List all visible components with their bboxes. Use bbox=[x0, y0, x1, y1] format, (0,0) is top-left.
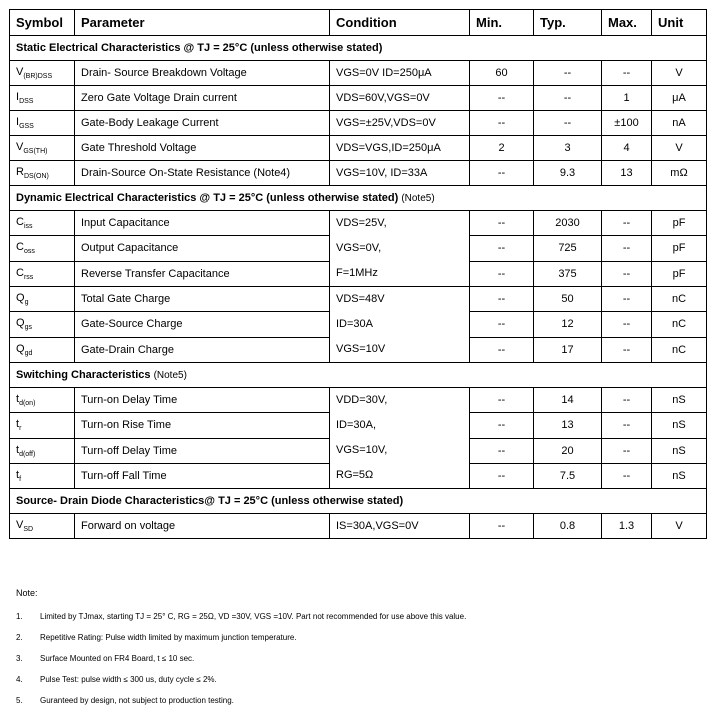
min-cell: -- bbox=[470, 312, 534, 337]
typ-cell: 0.8 bbox=[534, 514, 602, 539]
section-row bbox=[10, 36, 707, 61]
condition-cell: VGS=0V ID=250μA bbox=[330, 61, 470, 86]
max-cell: 1 bbox=[602, 86, 652, 111]
typ-cell: -- bbox=[534, 111, 602, 136]
unit-cell: V bbox=[652, 136, 707, 161]
header-unit: Unit bbox=[652, 10, 707, 36]
symbol-subscript: rss bbox=[23, 273, 34, 281]
min-cell: -- bbox=[470, 463, 534, 488]
electrical-characteristics-table bbox=[9, 9, 707, 539]
table-row bbox=[10, 136, 707, 161]
typ-cell: 17 bbox=[534, 337, 602, 362]
table-row bbox=[10, 287, 707, 312]
unit-cell: pF bbox=[652, 261, 707, 286]
unit-cell: pF bbox=[652, 211, 707, 236]
typ-cell: 2030 bbox=[534, 211, 602, 236]
header-typ: Typ. bbox=[534, 10, 602, 36]
symbol-subscript: gs bbox=[24, 324, 32, 332]
max-cell: ±100 bbox=[602, 111, 652, 136]
condition-line: F=1MHz bbox=[336, 267, 378, 279]
condition-cell: VDS=VGS,ID=250μA bbox=[330, 136, 470, 161]
symbol-cell: $C_{oss}$ bbox=[10, 236, 75, 261]
note-item bbox=[16, 675, 217, 696]
max-cell: -- bbox=[602, 211, 652, 236]
condition-line: ID=30A, bbox=[336, 419, 377, 431]
symbol-cell: $V_{GS(TH)}$ bbox=[10, 136, 75, 161]
symbol-subscript: r bbox=[19, 425, 22, 433]
table-row bbox=[10, 161, 707, 186]
typ-cell: -- bbox=[534, 61, 602, 86]
header-row bbox=[10, 10, 707, 36]
notes-list bbox=[16, 612, 467, 717]
note-item bbox=[16, 633, 297, 654]
note-number: 3. bbox=[16, 654, 23, 663]
symbol-subscript: g bbox=[24, 299, 29, 307]
min-cell: -- bbox=[470, 388, 534, 413]
section-row bbox=[10, 363, 707, 388]
symbol-subscript: d(off) bbox=[19, 450, 36, 458]
unit-cell: nS bbox=[652, 463, 707, 488]
symbol-cell: $V_{(BR)DSS}$ bbox=[10, 61, 75, 86]
unit-cell: μA bbox=[652, 86, 707, 111]
section-row bbox=[10, 186, 707, 211]
unit-cell: nA bbox=[652, 111, 707, 136]
section-title-text: Switching Characteristics bbox=[16, 369, 151, 381]
table-row bbox=[10, 61, 707, 86]
note-number: 5. bbox=[16, 696, 23, 705]
header-condition: Condition bbox=[330, 10, 470, 36]
parameter-cell: Forward on voltage bbox=[75, 514, 330, 539]
header-parameter: Parameter bbox=[75, 10, 330, 36]
symbol-cell: $Q_{gs}$ bbox=[10, 312, 75, 337]
typ-cell: 14 bbox=[534, 388, 602, 413]
min-cell: -- bbox=[470, 438, 534, 463]
notes-title: Note: bbox=[16, 588, 38, 598]
section-dynamic-title bbox=[10, 186, 707, 211]
symbol-cell: $t_f$ bbox=[10, 463, 75, 488]
typ-cell: 13 bbox=[534, 413, 602, 438]
condition-line: VGS=0V, bbox=[336, 242, 382, 254]
symbol-subscript: DS(ON) bbox=[23, 173, 49, 180]
parameter-cell: Gate-Body Leakage Current bbox=[75, 111, 330, 136]
typ-cell: 20 bbox=[534, 438, 602, 463]
parameter-cell: Turn-off Fall Time bbox=[75, 463, 330, 488]
condition-line: ID=30A bbox=[336, 318, 373, 330]
unit-cell: V bbox=[652, 514, 707, 539]
section-note: (Note5) bbox=[153, 370, 187, 381]
max-cell: -- bbox=[602, 287, 652, 312]
symbol-cell: $Q_g$ bbox=[10, 287, 75, 312]
header-max: Max. bbox=[602, 10, 652, 36]
note-text: Surface Mounted on FR4 Board, t ≤ 10 sec. bbox=[40, 654, 195, 663]
table-row bbox=[10, 514, 707, 539]
symbol-subscript: oss bbox=[23, 248, 35, 256]
symbol-subscript: d(on) bbox=[19, 400, 36, 408]
min-cell: -- bbox=[470, 161, 534, 186]
typ-cell: 12 bbox=[534, 312, 602, 337]
parameter-cell: Gate Threshold Voltage bbox=[75, 136, 330, 161]
max-cell: -- bbox=[602, 388, 652, 413]
typ-cell: 50 bbox=[534, 287, 602, 312]
symbol-cell: $I_{GSS}$ bbox=[10, 111, 75, 136]
unit-cell: pF bbox=[652, 236, 707, 261]
min-cell: -- bbox=[470, 413, 534, 438]
symbol-subscript: gd bbox=[24, 349, 33, 357]
min-cell: -- bbox=[470, 287, 534, 312]
symbol-subscript: GS(TH) bbox=[23, 148, 48, 155]
unit-cell: V bbox=[652, 61, 707, 86]
symbol-subscript: (BR)DSS bbox=[23, 73, 53, 80]
typ-cell: 9.3 bbox=[534, 161, 602, 186]
parameter-cell: Drain-Source On-State Resistance (Note4) bbox=[75, 161, 330, 186]
min-cell: -- bbox=[470, 337, 534, 362]
max-cell: 1.3 bbox=[602, 514, 652, 539]
min-cell: -- bbox=[470, 211, 534, 236]
condition-cell bbox=[330, 388, 470, 489]
note-number: 4. bbox=[16, 675, 23, 684]
section-title-text: Dynamic Electrical Characteristics @ TJ = 25°C (unless otherwise stated) bbox=[16, 192, 399, 204]
parameter-cell: Turn-on Delay Time bbox=[75, 388, 330, 413]
parameter-cell: Gate-Drain Charge bbox=[75, 337, 330, 362]
symbol-subscript: SD bbox=[23, 526, 34, 533]
unit-cell: nC bbox=[652, 337, 707, 362]
symbol-cell: $R_{DS(ON)}$ bbox=[10, 161, 75, 186]
min-cell: 2 bbox=[470, 136, 534, 161]
table-row bbox=[10, 111, 707, 136]
min-cell: -- bbox=[470, 86, 534, 111]
condition-line: VDD=30V, bbox=[336, 394, 388, 406]
section-row bbox=[10, 489, 707, 514]
unit-cell: nC bbox=[652, 312, 707, 337]
typ-cell: -- bbox=[534, 86, 602, 111]
unit-cell: nS bbox=[652, 438, 707, 463]
condition-cell: IS=30A,VGS=0V bbox=[330, 514, 470, 539]
note-number: 2. bbox=[16, 633, 23, 642]
max-cell: 4 bbox=[602, 136, 652, 161]
min-cell: -- bbox=[470, 514, 534, 539]
max-cell: -- bbox=[602, 413, 652, 438]
max-cell: -- bbox=[602, 261, 652, 286]
symbol-cell: $C_{iss}$ bbox=[10, 211, 75, 236]
typ-cell: 7.5 bbox=[534, 463, 602, 488]
min-cell: -- bbox=[470, 236, 534, 261]
table-row bbox=[10, 388, 707, 413]
symbol-cell: $t_{d(off)}$ bbox=[10, 438, 75, 463]
section-static-title: Static Electrical Characteristics @ TJ = 25°C (unless otherwise stated) bbox=[10, 36, 707, 61]
condition-line: VGS=10V, bbox=[336, 444, 388, 456]
parameter-cell: Output Capacitance bbox=[75, 236, 330, 261]
table-row bbox=[10, 86, 707, 111]
parameter-cell: Drain- Source Breakdown Voltage bbox=[75, 61, 330, 86]
max-cell: -- bbox=[602, 463, 652, 488]
note-text: Limited by TJmax, starting TJ = 25° C, RG = 25Ω, VD =30V, VGS =10V. Part not recommended for use above this value. bbox=[40, 612, 467, 621]
header-min: Min. bbox=[470, 10, 534, 36]
section-diode-title: Source- Drain Diode Characteristics@ TJ = 25°C (unless otherwise stated) bbox=[10, 489, 707, 514]
condition-cell: VGS=±25V,VDS=0V bbox=[330, 111, 470, 136]
symbol-subscript: GSS bbox=[19, 123, 34, 130]
min-cell: -- bbox=[470, 111, 534, 136]
note-text: Repetitive Rating: Pulse width limited by maximum junction temperature. bbox=[40, 633, 297, 642]
symbol-cell: $I_{DSS}$ bbox=[10, 86, 75, 111]
notes-block bbox=[16, 588, 467, 717]
section-note: (Note5) bbox=[401, 193, 435, 204]
condition-line: VGS=10V bbox=[336, 343, 386, 355]
parameter-cell: Turn-off Delay Time bbox=[75, 438, 330, 463]
section-switching-title bbox=[10, 363, 707, 388]
symbol-cell: $C_{rss}$ bbox=[10, 261, 75, 286]
condition-cell bbox=[330, 211, 470, 287]
symbol-cell: $V_{SD}$ bbox=[10, 514, 75, 539]
note-text: Guranteed by design, not subject to production testing. bbox=[40, 696, 234, 705]
max-cell: -- bbox=[602, 312, 652, 337]
condition-line: VDS=25V, bbox=[336, 217, 387, 229]
max-cell: 13 bbox=[602, 161, 652, 186]
min-cell: 60 bbox=[470, 61, 534, 86]
min-cell: -- bbox=[470, 261, 534, 286]
parameter-cell: Input Capacitance bbox=[75, 211, 330, 236]
unit-cell: nC bbox=[652, 287, 707, 312]
parameter-cell: Turn-on Rise Time bbox=[75, 413, 330, 438]
condition-cell: VGS=10V, ID=33A bbox=[330, 161, 470, 186]
typ-cell: 375 bbox=[534, 261, 602, 286]
parameter-cell: Reverse Transfer Capacitance bbox=[75, 261, 330, 286]
note-item bbox=[16, 654, 195, 675]
condition-cell: VDS=60V,VGS=0V bbox=[330, 86, 470, 111]
condition-line: RG=5Ω bbox=[336, 469, 374, 481]
unit-cell: nS bbox=[652, 388, 707, 413]
symbol-subscript: iss bbox=[23, 223, 33, 231]
table-row bbox=[10, 211, 707, 236]
unit-cell: mΩ bbox=[652, 161, 707, 186]
parameter-cell: Total Gate Charge bbox=[75, 287, 330, 312]
condition-cell bbox=[330, 287, 470, 363]
note-item bbox=[16, 612, 467, 633]
symbol-cell: $t_{d(on)}$ bbox=[10, 388, 75, 413]
symbol-subscript: DSS bbox=[19, 98, 34, 105]
unit-cell: nS bbox=[652, 413, 707, 438]
header-symbol: Symbol bbox=[10, 10, 75, 36]
note-text: Pulse Test: pulse width ≤ 300 us, duty cycle ≤ 2%. bbox=[40, 675, 217, 684]
note-number: 1. bbox=[16, 612, 23, 621]
typ-cell: 3 bbox=[534, 136, 602, 161]
max-cell: -- bbox=[602, 337, 652, 362]
typ-cell: 725 bbox=[534, 236, 602, 261]
parameter-cell: Gate-Source Charge bbox=[75, 312, 330, 337]
max-cell: -- bbox=[602, 438, 652, 463]
symbol-cell: $t_r$ bbox=[10, 413, 75, 438]
symbol-cell: $Q_{gd}$ bbox=[10, 337, 75, 362]
condition-line: VDS=48V bbox=[336, 293, 385, 305]
symbol-subscript: f bbox=[19, 475, 22, 483]
max-cell: -- bbox=[602, 61, 652, 86]
parameter-cell: Zero Gate Voltage Drain current bbox=[75, 86, 330, 111]
max-cell: -- bbox=[602, 236, 652, 261]
